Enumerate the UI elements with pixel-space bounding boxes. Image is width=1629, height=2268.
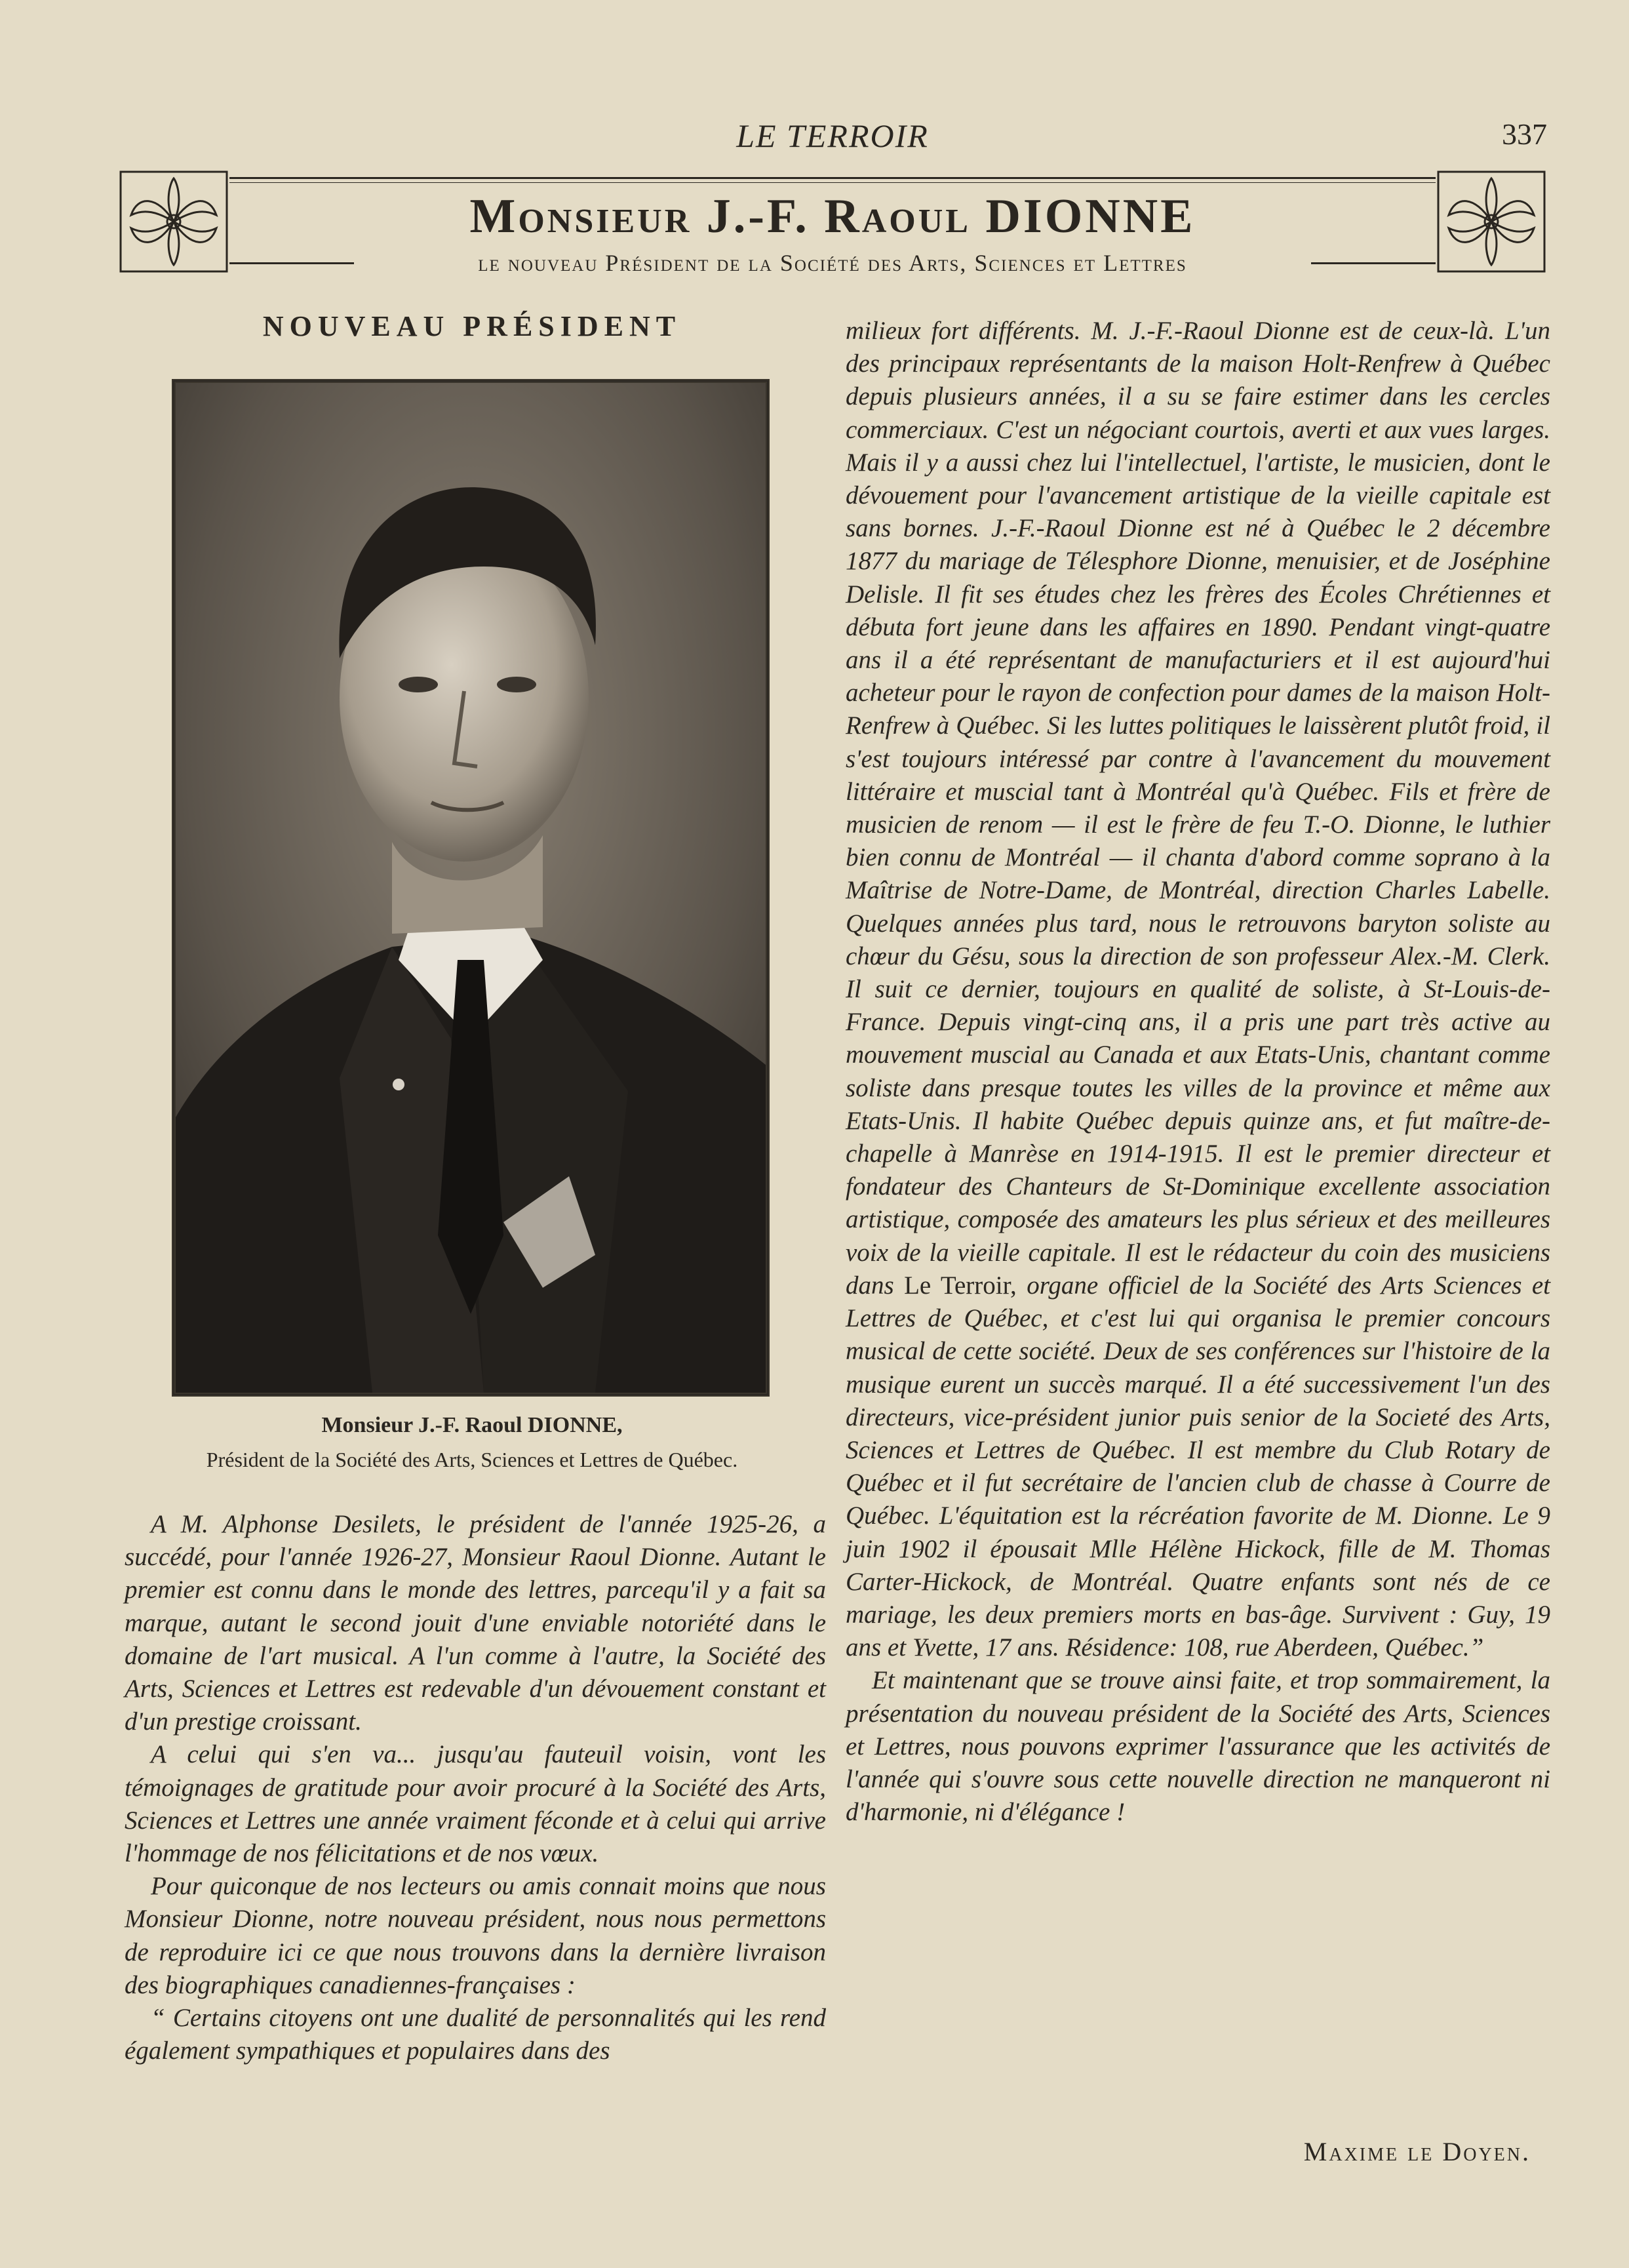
quote-paragraph-start: “ Certains citoyens ont une dualité de personnalités qui les rend également sympathiques et populaires dans des [125,2004,826,2065]
top-rule-inner [229,182,1436,183]
paragraph: A celui qui s'en va... jusqu'au fauteuil voisin, vont les témoignages de gratitude pour avoir procuré à la Société des Arts, Sciences et Lettres une année vraiment féconde et à celui qui arrive l'hommage de nos félicitations et de nos vœux. [125,1740,826,1868]
quote-text-after: organe officiel de la Société des Arts Sciences et Lettres de Québec, et c'est lui qui organisa le premier concours musical de cette société. Deux de ses conférences sur l'histoire de la musique eurent un succès marqué. Il a été successivement l'un des directeurs, vice-président junior puis senior de la Societé des Arts, Sciences et Lettres de Québec. Il est membre du Club Rotary de Québec et il fut secrétaire de l'ancien club de chasse à Courre de Québec. L'équitation est la récréation favorite de M. Dionne. Le 9 juin 1902 il épousait Mlle Hélène Hickock, fille de M. Thomas Carter-Hickock, de Montréal. Quatre enfants sont nés de ce mariage, les deux premiers morts en bas-âge. Survivent : Guy, 19 ans et Yvette, 17 ans. Résidence: 108, rue Aberdeen, Québec.” [846,1271,1551,1662]
photo-caption-role: Président de la Société des Arts, Sciences et Lettres de Québec. [206,1448,738,1471]
section-heading: NOUVEAU PRÉSIDENT [262,310,682,342]
photo-caption-name: Monsieur J.-F. Raoul DIONNE, [321,1413,623,1437]
quote-paragraph-continued [846,315,1550,1664]
article-subtitle: le nouveau Président de la Société des Arts, Sciences et Lettres [478,250,1187,276]
journal-name-inline: Le Terroir, [904,1271,1017,1300]
page-number: 337 [1502,117,1547,151]
bottom-rule-left [229,262,354,264]
article-title: Monsieur J.-F. Raoul DIONNE [469,189,1196,243]
left-floral-ornament-icon [118,169,229,274]
closing-paragraph: Et maintenant que se trouve ainsi faite, et trop sommairement, la présentation du nouveau président de la Société des Arts, Sciences et Lettres, nous pouvons exprimer l'assurance que les activités de l'année qui s'ouvre sous cette nouvelle direction ne manqueront ni d'harmonie, ni d'élégance ! [846,1666,1550,1827]
paragraph: A M. Alphonse Desilets, le président de l'année 1925-26, a succédé, pour l'année 1926-27, Monsieur Raoul Dionne. Autant le premier est connu dans le monde des lettres, parcequ'il y a fait sa marque, autant le second jouit d'une enviable notoriété dans le domaine de l'art musical. A l'un comme à l'autre, la Société des Arts, Sciences et Lettres est redevable d'un dévouement constant et d'un prestige croissant. [125,1510,826,1736]
author-signature: Maxime le Doyen. [1303,2137,1531,2166]
paragraph: Pour quiconque de nos lecteurs ou amis connait moins que nous Monsieur Dionne, notre nouveau président, nous nous permettons de reproduire ici ce que nous trouvons dans la dernière livraison des biographiques canadiennes-françaises : [125,1872,826,1999]
portrait-illustration [176,383,766,1393]
top-rule [229,177,1436,179]
quote-text-before: milieux fort différents. M. J.-F.-Raoul Dionne est de ceux-là. L'un des principaux représentants de la maison Holt-Renfrew à Québec depuis plusieurs années, il a su se faire estimer dans les cercles commerciaux. C'est un négociant courtois, averti et aux vues larges. Mais il y a aussi chez lui l'intellectuel, l'artiste, le musicien, dont le dévouement pour l'avancement artistique de la vieille capitale est sans bornes. J.-F.-Raoul Dionne est né à Québec le 2 décembre 1877 du mariage de Télesphore Dionne, menuisier, et de Joséphine Delisle. Il fit ses études chez les frères des Écoles Chrétiennes et débuta fort jeune dans les affaires en 1890. Pendant vingt-quatre ans il a été représentant de manufacturiers et il est aujourd'hui acheteur pour le rayon de confection pour dames de la maison Holt-Renfrew à Québec. Si les luttes politiques le laissèrent plutôt froid, il s'est toujours intéressé par contre à l'avancement du mouvement littéraire et muscial tant à Montréal qu'à Québec. Fils et frère de musicien de renom — il est le frère de feu T.-O. Dionne, le luthier bien connu de Montréal — il chanta d'abord comme soprano à la Maîtrise de Notre-Dame, de Montréal, direction Charles Labelle. Quelques années plus tard, nous le retrouvons baryton soliste au chœur du Gésu, sous la direction de son professeur Alex.-M. Clerk. Il suit ce dernier, toujours en qualité de soliste, à St-Louis-de-France. Depuis vingt-cinq ans, il a pris une part très active au mouvement muscial au Canada et aux Etats-Unis, chantant comme soliste dans presque toutes les villes de la province et même aux Etats-Unis. Il habite Québec depuis quinze ans, et fut maître-de-chapelle à Manrèse en 1914-1915. Il est le premier directeur et fondateur des Chanteurs de St-Dominique excellente association artistique, composée des amateurs les plus sérieux et des meilleures voix de la vieille capitale. Il est le rédacteur du coin des musiciens dans [846,317,1550,1300]
left-column-text [125,1508,826,2067]
title-band [118,169,1547,281]
right-column-text [846,315,1550,1829]
bottom-rule-right [1311,262,1436,264]
journal-name: LE TERROIR [736,117,929,154]
portrait-photo [172,379,770,1397]
right-floral-ornament-icon [1436,169,1547,274]
running-head [118,117,1547,156]
